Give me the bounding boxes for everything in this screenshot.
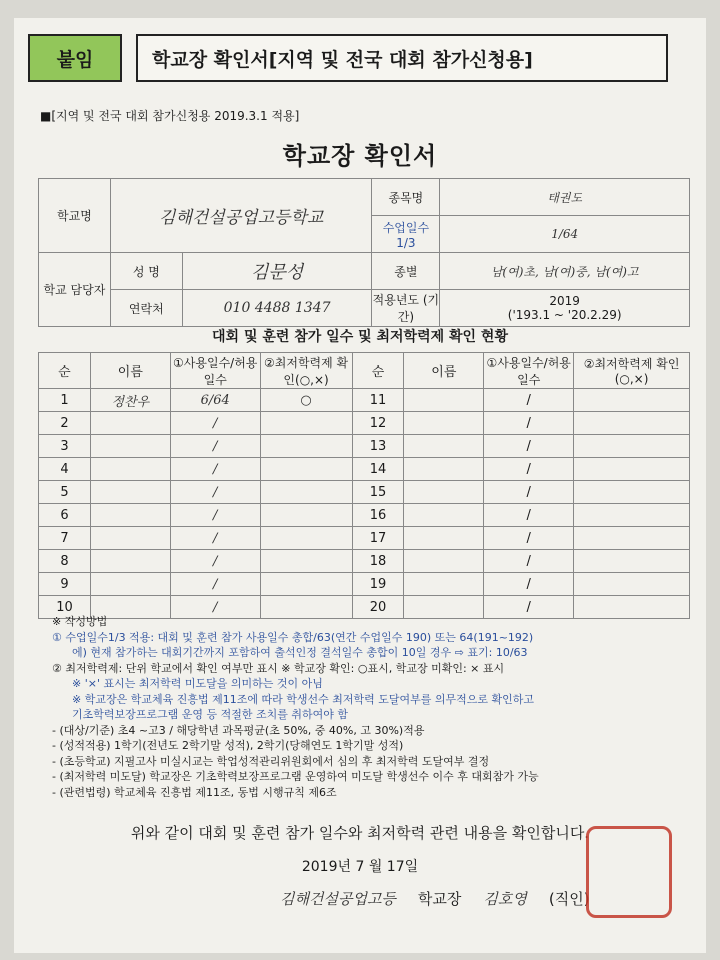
cell-d1: / (170, 435, 260, 458)
header-cell: 순 (39, 353, 91, 389)
note-line: ※ 작성방법 (52, 615, 108, 628)
cell-c1 (260, 458, 352, 481)
cell-c1 (260, 527, 352, 550)
cell-name2 (404, 504, 484, 527)
cell-d1: 6/64 (170, 389, 260, 412)
cell-n1: 9 (39, 573, 91, 596)
year-label: 적용년도 (기간) (372, 290, 440, 327)
school-value: 김해건설공업고등학교 (110, 179, 372, 253)
cell-name2 (404, 481, 484, 504)
official-seal-stamp (586, 826, 672, 918)
cell-n1: 1 (39, 389, 91, 412)
cell-c1 (260, 435, 352, 458)
note-line: - (성적적용) 1학기(전년도 2학기말 성적), 2학기(당해연도 1학기말 성적) (52, 739, 404, 752)
sport-label: 종목명 (372, 179, 440, 216)
cell-c2 (574, 389, 690, 412)
cell-name1 (90, 527, 170, 550)
year-value: 2019 (549, 294, 580, 308)
sign-name: 김호영 (483, 890, 527, 908)
info-table (38, 178, 690, 327)
cell-d1: / (170, 527, 260, 550)
cell-d1: / (170, 573, 260, 596)
table-row (39, 435, 690, 458)
header-cell: ①사용일수/허용일수 (170, 353, 260, 389)
cell-name2 (404, 573, 484, 596)
school-label: 학교명 (39, 179, 111, 253)
signature-line (280, 888, 590, 909)
note-line: ※ '×' 표시는 최저학력 미도달을 의미하는 것이 아님 (72, 677, 323, 690)
table-row (39, 527, 690, 550)
cell-name1 (90, 481, 170, 504)
table-row (39, 573, 690, 596)
sign-title: 학교장 (417, 890, 462, 908)
confirmation-text: 위와 같이 대회 및 훈련 참가 일수와 최저학력 관련 내용을 확인합니다. (130, 824, 590, 842)
note-line: ② 최저학력제: 단위 학교에서 확인 여부만 표시 ※ 학교장 확인: ○표시, 학교장 미확인: × 표시 (52, 661, 505, 675)
table-row (39, 458, 690, 481)
note-line: ① 수업일수1/3 적용: 대회 및 훈련 참가 사용일수 총합/63(연간 수업일수 190) 또는 64(191~192) (52, 630, 534, 644)
cell-d2: / (484, 504, 574, 527)
cell-n2: 15 (352, 481, 404, 504)
type-value: 남(여)초, 남(여)중, 남(여)고 (440, 253, 690, 290)
cell-d2: / (484, 435, 574, 458)
cell-d1: / (170, 550, 260, 573)
header-cell: ②최저학력제 확인(○,×) (260, 353, 352, 389)
cell-name1 (90, 458, 170, 481)
table-row (39, 412, 690, 435)
days-label: 수업일수 1/3 (372, 216, 440, 253)
note-line: - (대상/기준) 초4 ~고3 / 해당학년 과목평균(초 50%, 중 40%, 고 30%)적용 (52, 723, 425, 737)
cell-n2: 12 (352, 412, 404, 435)
table-row (39, 550, 690, 573)
cell-n2: 14 (352, 458, 404, 481)
cell-c1 (260, 550, 352, 573)
note-line: - (관련법령) 학교체육 진흥법 제11조, 동법 시행규칙 제6조 (52, 785, 337, 799)
header-cell: 이름 (90, 353, 170, 389)
cell-n1: 8 (39, 550, 91, 573)
cell-name1: 정찬우 (90, 389, 170, 412)
cell-c2 (574, 550, 690, 573)
cell-d2: / (484, 389, 574, 412)
cell-d2: / (484, 596, 574, 619)
cell-d2: / (484, 550, 574, 573)
cell-c1 (260, 573, 352, 596)
cell-d1: / (170, 458, 260, 481)
cell-c2 (574, 458, 690, 481)
instructions (52, 614, 702, 800)
header-title: 학교장 확인서[지역 및 전국 대회 참가신청용] (136, 34, 668, 82)
cell-name2 (404, 527, 484, 550)
sport-value: 태권도 (440, 179, 690, 216)
sign-school: 김해건설공업고등 (280, 890, 396, 908)
cell-n1: 2 (39, 412, 91, 435)
cell-c2 (574, 527, 690, 550)
cell-c2 (574, 573, 690, 596)
header-cell: 이름 (404, 353, 484, 389)
cell-n2: 13 (352, 435, 404, 458)
cell-n2: 19 (352, 573, 404, 596)
cell-d2: / (484, 573, 574, 596)
note-line: ※ 학교장은 학교체육 진흥법 제11조에 따라 학생선수 최저학력 도달여부를 의무적으로 확인하고 (72, 692, 534, 706)
cell-name1 (90, 504, 170, 527)
cell-n1: 7 (39, 527, 91, 550)
participants-table (38, 352, 690, 619)
cell-name2 (404, 458, 484, 481)
cell-d1: / (170, 412, 260, 435)
date-text: 2019년 7 월 17일 (301, 859, 419, 875)
period-value: ('193.1 ~ '20.2.29) (507, 308, 622, 322)
cell-n1: 4 (39, 458, 91, 481)
cell-n1: 3 (39, 435, 91, 458)
contact-value: 010 4488 1347 (182, 290, 372, 327)
cell-d2: / (484, 481, 574, 504)
cell-n1: 6 (39, 504, 91, 527)
cell-name2 (404, 550, 484, 573)
type-label: 종별 (372, 253, 440, 290)
cell-d2: / (484, 412, 574, 435)
cell-d1: / (170, 596, 260, 619)
header-bar (28, 34, 668, 90)
cell-d1: / (170, 481, 260, 504)
contact-label: 연락처 (110, 290, 182, 327)
cell-d2: / (484, 527, 574, 550)
attachment-tag: 붙임 (28, 34, 122, 82)
cell-n2: 11 (352, 389, 404, 412)
name-label: 성 명 (110, 253, 182, 290)
section-title: 대회 및 훈련 참가 일수 및 최저학력제 확인 현황 (212, 329, 508, 345)
table-row (39, 504, 690, 527)
note-line: 에) 현재 참가하는 대회기간까지 포함하여 출석인정 결석일수 총합이 10일 경우 ⇨ 표기: 10/63 (72, 646, 528, 659)
document-title: 학교장 확인서 (282, 142, 438, 170)
days-value: 1/64 (440, 216, 690, 253)
sign-seal: (직인) (548, 890, 590, 908)
year-cell (440, 290, 690, 327)
header-cell: ①사용일수/허용일수 (484, 353, 574, 389)
cell-c2 (574, 412, 690, 435)
cell-d2: / (484, 458, 574, 481)
header-cell: ②최저학력제 확인(○,×) (574, 353, 690, 389)
table-row (39, 481, 690, 504)
note-line: 기초학력보장프로그램 운영 등 적절한 조치를 취하여야 함 (72, 708, 349, 721)
cell-name1 (90, 435, 170, 458)
cell-n1: 10 (39, 596, 91, 619)
form-subtitle: ■[지역 및 전국 대회 참가신청용 2019.3.1 적용] (40, 109, 300, 123)
cell-name1 (90, 573, 170, 596)
cell-n2: 18 (352, 550, 404, 573)
cell-name2 (404, 435, 484, 458)
cell-n2: 16 (352, 504, 404, 527)
note-line: - (초등학교) 지필고사 미실시교는 학업성적관리위원회에서 심의 후 최저학력 도달여부 결정 (52, 754, 490, 768)
table-row (39, 389, 690, 412)
cell-name2 (404, 412, 484, 435)
cell-n2: 17 (352, 527, 404, 550)
cell-n1: 5 (39, 481, 91, 504)
cell-c2 (574, 481, 690, 504)
name-value: 김문성 (182, 253, 372, 290)
teacher-label: 학교 담당자 (39, 253, 111, 327)
cell-d1: / (170, 504, 260, 527)
note-line: - (최저학력 미도달) 학교장은 기초학력보장프로그램 운영하여 미도달 학생선수 이수 후 대회참가 가능 (52, 770, 539, 783)
cell-name1 (90, 412, 170, 435)
cell-c1: ○ (260, 389, 352, 412)
cell-name2 (404, 389, 484, 412)
cell-n2: 20 (352, 596, 404, 619)
cell-c1 (260, 412, 352, 435)
cell-c2 (574, 504, 690, 527)
cell-name1 (90, 550, 170, 573)
table-body (39, 389, 690, 619)
header-cell: 순 (352, 353, 404, 389)
cell-c1 (260, 481, 352, 504)
cell-c1 (260, 504, 352, 527)
cell-c2 (574, 435, 690, 458)
